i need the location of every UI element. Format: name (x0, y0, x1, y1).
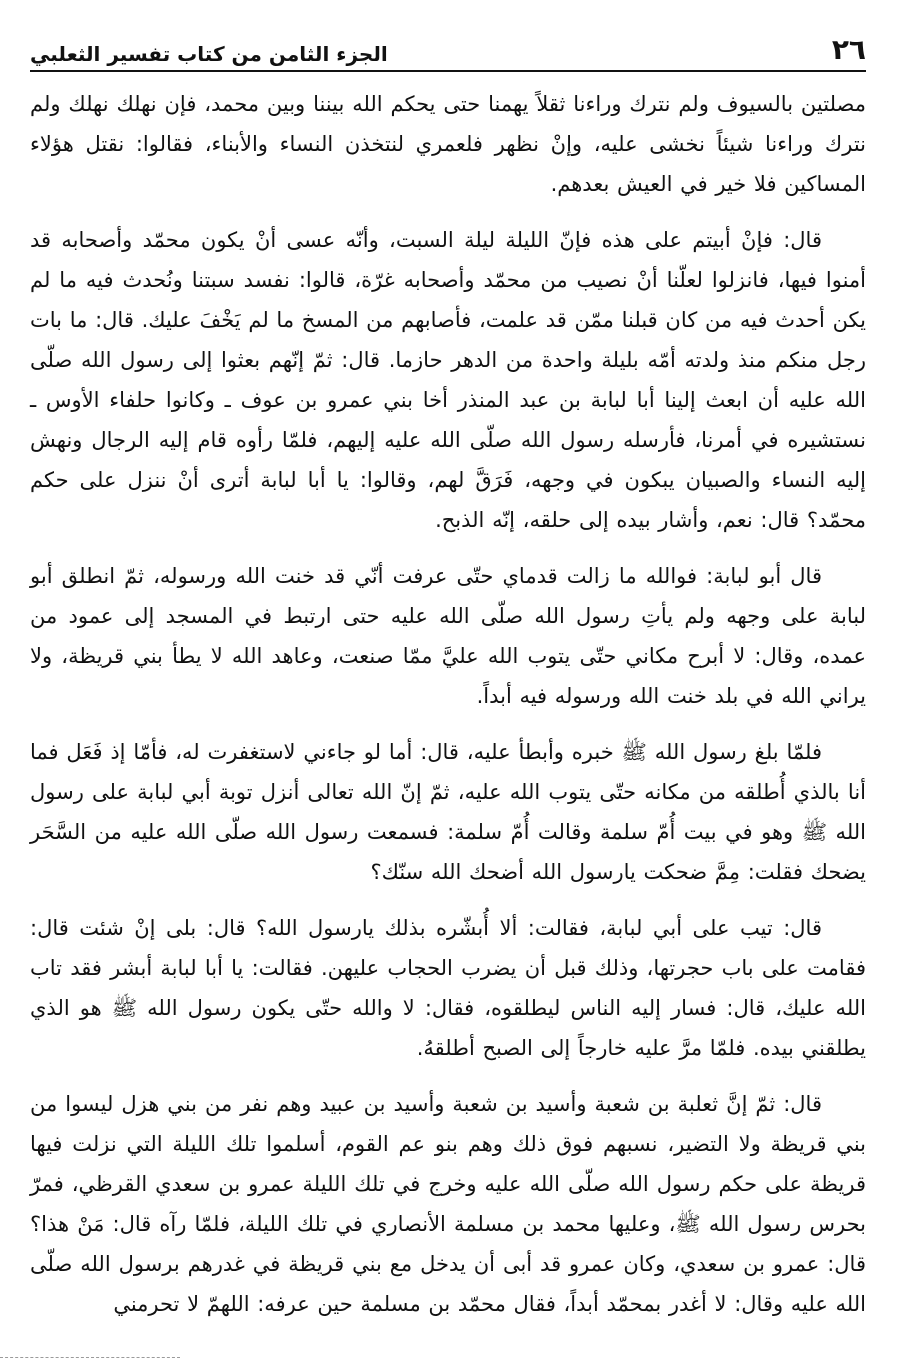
paragraph: قال: ثمّ إنَّ ثعلبة بن شعبة وأسيد بن شعبة وأسيد بن عبيد وهم نفر من بني هزل ليسوا من بني قريظة ولا التضير، نسبهم فوق ذلك وهم بنو عم القوم، أسلموا تلك الليلة التي نزلت فيها قريظة على حكم رسول الله صلّى الله عليه وخرج في تلك الليلة عمرو بن سعدي القرظي، فمرّ بحرس رسول الله ﷺ، وعليها محمد بن مسلمة الأنصاري في تلك الليلة، فلمّا رآه قال: مَنْ هذا؟ قال: عمرو بن سعدي، وكان عمرو قد أبى أن يدخل مع بني قريظة في غدرهم برسول الله صلّى الله عليه وقال: لا أغدر بمحمّد أبداً، فقال محمّد بن مسلمة حين عرفه: اللهمّ لا تحرمني (30, 1092, 866, 1316)
paragraph: قال: فإنْ أبيتم على هذه فإنّ الليلة ليلة السبت، وأنّه عسى أنْ يكون محمّد وأصحابه قد أمنوا فيها، فانزلوا لعلّنا أنْ نصيب من محمّد وأصحابه غرّة، قالوا: نفسد سبتنا ونُحدث فيه ما لم يكن أحدث فيه من كان قبلنا ممّن قد علمت، فأصابهم من المسخ ما لم يَخْفَ عليك. قال: ما بات رجل منكم منذ ولدته أمّه بليلة واحدة من الدهر حازما. قال: ثمّ إنّهم بعثوا إلى رسول الله صلّى الله عليه أن ابعث إلينا أبا لبابة بن عبد المنذر أخا بني عمرو بن عوف ـ وكانوا حلفاء الأوس ـ نستشيره في أمرنا، فأرسله رسول الله صلّى الله عليه إليهم، فلمّا رأوه قام إليه الرجال ونهش إليه النساء والصبيان يبكون في وجهه، فَرَقَّ لهم، وقالوا: يا أبا لبابة أترى أنْ ننزل على حكم محمّد؟ قال: نعم، وأشار بيده إلى حلقه، إنّه الذبح. (30, 228, 866, 532)
page-number: ٢٦ (831, 33, 866, 66)
paragraph: فلمّا بلغ رسول الله ﷺ خبره وأبطأ عليه، قال: أما لو جاءني لاستغفرت له، فأمّا إذ فَعَل فما أنا بالذي أُطلقه من مكانه حتّى يتوب الله عليه، ثمّ إنّ الله تعالى أنزل توبة أبي لبابة على رسول الله ﷺ وهو في بيت أُمّ سلمة وقالت أُمّ سلمة: فسمعت رسول الله صلّى الله عليه من السَّحَر يضحك فقلت: مِمَّ ضحكت يارسول الله أضحك الله سنّك؟ (30, 740, 866, 884)
paragraph: قال أبو لبابة: فوالله ما زالت قدماي حتّى عرفت أنّي قد خنت الله ورسوله، ثمّ انطلق أبو لبابة على وجهه ولم يأتِ رسول الله صلّى الله عليه حتى ارتبط في المسجد إلى عمود من عمده، وقال: لا أبرح مكاني حتّى يتوب الله عليَّ ممّا صنعت، وعاهد الله لا يطأ بني قريظة، ولا يراني الله في بلد خنت الله ورسوله فيه أبداً. (30, 564, 866, 708)
page-bottom-divider (0, 1357, 180, 1358)
page-header (30, 24, 866, 72)
body-text (30, 84, 866, 1340)
running-title: الجزء الثامن من كتاب تفسير الثعلبي (30, 42, 388, 66)
paragraph: مصلتين بالسيوف ولم نترك وراءنا ثقلاً يهمنا حتى يحكم الله بيننا وبين محمد، فإن نهلك نهلك ولم نترك وراءنا شيئاً نخشى عليه، وإنْ نظهر فلعمري لنتخذن النساء والأبناء، فقالوا: نقتل هؤلاء المساكين فلا خير في العيش بعدهم. (30, 92, 866, 196)
paragraph: قال: تيب على أبي لبابة، فقالت: ألا أُبشّره بذلك يارسول الله؟ قال: بلى إنْ شئت قال: فقامت على باب حجرتها، وذلك قبل أن يضرب الحجاب عليهن. فقالت: يا أبا لبابة أبشر فقد تاب الله عليك، قال: فسار إليه الناس ليطلقوه، فقال: لا والله حتّى يكون رسول الله ﷺ هو الذي يطلقني بيده. فلمّا مرَّ عليه خارجاً إلى الصبح أطلقهُ. (30, 916, 866, 1060)
